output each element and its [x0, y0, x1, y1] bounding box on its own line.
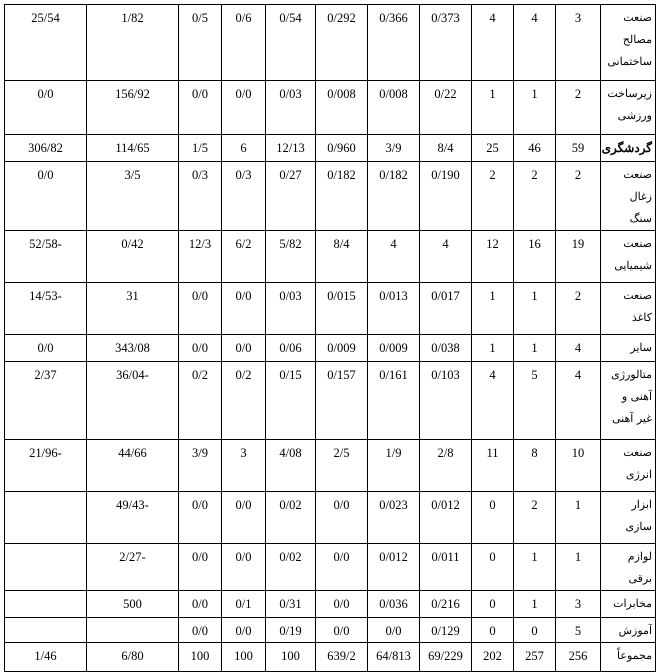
table-cell: 0/6 — [222, 5, 266, 81]
row-label: مخابرات — [601, 591, 656, 618]
table-cell: 59 — [556, 135, 601, 162]
table-cell: 12/13 — [266, 135, 316, 162]
table-cell: 6 — [222, 135, 266, 162]
table-cell: 1 — [556, 544, 601, 591]
table-cell: 4/08 — [266, 440, 316, 492]
table-cell: 500 — [87, 591, 179, 618]
table-cell: 0/0 — [179, 81, 222, 135]
table-cell: 1/46 — [5, 643, 87, 672]
table-cell: 6/2 — [222, 231, 266, 283]
table-cell: 4 — [556, 362, 601, 440]
table-cell: 0/0 — [179, 591, 222, 618]
table-cell: 2 — [556, 81, 601, 135]
table-cell: -14/53 — [5, 283, 87, 335]
table-row — [5, 162, 656, 231]
table-cell: 1 — [556, 492, 601, 544]
table-cell: 6/80 — [87, 643, 179, 672]
table-cell: 4 — [514, 5, 556, 81]
table-cell: 4 — [556, 335, 601, 362]
table-cell: 4 — [368, 231, 420, 283]
row-label: زیرساخت ورزشی — [601, 81, 656, 135]
table-cell: 100 — [179, 643, 222, 672]
table-cell: 0 — [472, 544, 514, 591]
row-label: سایر — [601, 335, 656, 362]
table-cell: 0 — [472, 591, 514, 618]
row-label: متالورژی آهنی و غیر آهنی — [601, 362, 656, 440]
table-cell: 0/373 — [420, 5, 472, 81]
table-cell: 0/0 — [222, 544, 266, 591]
table-cell: 1 — [514, 591, 556, 618]
row-label: مجموعاً — [601, 643, 656, 672]
table-cell: 256 — [556, 643, 601, 672]
table-cell: 156/92 — [87, 81, 179, 135]
row-label: صنعت انرژی — [601, 440, 656, 492]
table-cell — [5, 544, 87, 591]
table-cell: 0/0 — [179, 283, 222, 335]
table-cell: 16 — [514, 231, 556, 283]
table-cell: 1 — [514, 335, 556, 362]
table-row — [5, 81, 656, 135]
table-cell: -21/96 — [5, 440, 87, 492]
table-cell: 0/03 — [266, 81, 316, 135]
table-cell: 0/129 — [420, 618, 472, 643]
table-cell: 0/0 — [316, 618, 368, 643]
table-cell: 0/009 — [316, 335, 368, 362]
table-cell: 0/27 — [266, 162, 316, 231]
table-cell: 44/66 — [87, 440, 179, 492]
table-cell: 257 — [514, 643, 556, 672]
table-cell: 2/37 — [5, 362, 87, 440]
table-cell: 2 — [472, 162, 514, 231]
table-cell: 0/31 — [266, 591, 316, 618]
table-row — [5, 5, 656, 81]
table-cell: 0/0 — [316, 544, 368, 591]
table-cell: 0/008 — [368, 81, 420, 135]
table-cell: 0/011 — [420, 544, 472, 591]
table-cell — [87, 618, 179, 643]
table-row — [5, 544, 656, 591]
table-row — [5, 283, 656, 335]
table-row — [5, 362, 656, 440]
table-row — [5, 618, 656, 643]
table-cell: 3 — [556, 5, 601, 81]
table-cell: 0/182 — [316, 162, 368, 231]
table-cell: 202 — [472, 643, 514, 672]
table-cell: 0/42 — [87, 231, 179, 283]
table-cell: 19 — [556, 231, 601, 283]
table-cell: 0 — [472, 618, 514, 643]
table-cell: 0/012 — [368, 544, 420, 591]
table-cell — [5, 492, 87, 544]
table-cell: -36/04 — [87, 362, 179, 440]
row-label: صنعت زغال سنگ — [601, 162, 656, 231]
table-cell: 1 — [514, 544, 556, 591]
table-cell: 1/5 — [179, 135, 222, 162]
table-row — [5, 492, 656, 544]
table-cell: 5 — [514, 362, 556, 440]
table-cell: 3 — [556, 591, 601, 618]
table-cell: 4 — [472, 5, 514, 81]
table-cell: 1 — [514, 283, 556, 335]
table-row — [5, 643, 656, 672]
table-cell: 0/190 — [420, 162, 472, 231]
table-cell: 2 — [514, 492, 556, 544]
table-cell: 8/4 — [420, 135, 472, 162]
table-cell: 0/182 — [368, 162, 420, 231]
table-cell: 3/9 — [368, 135, 420, 162]
table-body — [5, 5, 656, 672]
industry-data-table — [4, 4, 656, 672]
table-cell: 3/9 — [179, 440, 222, 492]
table-cell: 12/3 — [179, 231, 222, 283]
table-cell: 1 — [472, 81, 514, 135]
table-cell: 69/229 — [420, 643, 472, 672]
table-cell: 0/0 — [222, 283, 266, 335]
table-cell: 25/54 — [5, 5, 87, 81]
table-cell: 0/103 — [420, 362, 472, 440]
table-cell: 25 — [472, 135, 514, 162]
table-cell: 0 — [472, 492, 514, 544]
table-cell: 0/02 — [266, 544, 316, 591]
table-cell: 0/02 — [266, 492, 316, 544]
table-cell: 1 — [514, 81, 556, 135]
table-cell: 0/366 — [368, 5, 420, 81]
table-cell: -2/27 — [87, 544, 179, 591]
table-cell: 0/0 — [316, 591, 368, 618]
table-row — [5, 231, 656, 283]
row-label: صنعت مصالح ساختمانی — [601, 5, 656, 81]
table-cell: 0/0 — [179, 492, 222, 544]
table-cell: 11 — [472, 440, 514, 492]
table-cell — [5, 618, 87, 643]
table-cell: 114/65 — [87, 135, 179, 162]
table-cell: 0/009 — [368, 335, 420, 362]
table-cell: 1 — [472, 335, 514, 362]
table-row — [5, 335, 656, 362]
table-row — [5, 440, 656, 492]
table-cell: 0/157 — [316, 362, 368, 440]
table-cell: 3/5 — [87, 162, 179, 231]
table-cell: 8 — [514, 440, 556, 492]
table-cell: 0/5 — [179, 5, 222, 81]
table-cell: 0/0 — [5, 335, 87, 362]
table-cell: 0/2 — [222, 362, 266, 440]
table-cell: 2 — [514, 162, 556, 231]
table-cell: 3 — [222, 440, 266, 492]
table-cell: 2/8 — [420, 440, 472, 492]
table-cell: 46 — [514, 135, 556, 162]
table-cell: 4 — [472, 362, 514, 440]
table-cell: 0/013 — [368, 283, 420, 335]
table-cell: 0/2 — [179, 362, 222, 440]
table-cell: 10 — [556, 440, 601, 492]
table-cell: 31 — [87, 283, 179, 335]
table-cell: 0 — [514, 618, 556, 643]
table-cell: 2/5 — [316, 440, 368, 492]
table-cell: 0/015 — [316, 283, 368, 335]
table-cell: 0/012 — [420, 492, 472, 544]
row-label: گردشگری — [601, 135, 656, 162]
table-cell — [5, 591, 87, 618]
table-cell: 0/0 — [222, 81, 266, 135]
row-label: صنعت شیمیایی — [601, 231, 656, 283]
table-cell: 0/0 — [179, 618, 222, 643]
table-cell: 0/0 — [5, 162, 87, 231]
row-label: ابزار سازی — [601, 492, 656, 544]
row-label: لوازم برقی — [601, 544, 656, 591]
table-cell: 0/19 — [266, 618, 316, 643]
table-cell: 0/0 — [222, 335, 266, 362]
table-cell: 5/82 — [266, 231, 316, 283]
table-cell: 0/023 — [368, 492, 420, 544]
table-cell: 306/82 — [5, 135, 87, 162]
table-cell: 0/0 — [368, 618, 420, 643]
table-cell: 1 — [472, 283, 514, 335]
table-cell: 0/15 — [266, 362, 316, 440]
table-cell: 64/813 — [368, 643, 420, 672]
table-cell: 0/216 — [420, 591, 472, 618]
table-cell: -49/43 — [87, 492, 179, 544]
table-cell: 0/036 — [368, 591, 420, 618]
table-cell: 0/3 — [222, 162, 266, 231]
table-cell: 0/1 — [222, 591, 266, 618]
table-cell: 2 — [556, 283, 601, 335]
table-cell: 0/017 — [420, 283, 472, 335]
row-label: آموزش — [601, 618, 656, 643]
table-cell: 0/22 — [420, 81, 472, 135]
table-row — [5, 591, 656, 618]
table-cell: 639/2 — [316, 643, 368, 672]
table-cell: 0/960 — [316, 135, 368, 162]
table-cell: 0/06 — [266, 335, 316, 362]
table-cell: 0/038 — [420, 335, 472, 362]
table-cell: 0/0 — [179, 544, 222, 591]
table-cell: 4 — [420, 231, 472, 283]
table-cell: 0/54 — [266, 5, 316, 81]
table-cell: 1/82 — [87, 5, 179, 81]
table-cell: 0/0 — [316, 492, 368, 544]
table-cell: 8/4 — [316, 231, 368, 283]
table-cell: -52/58 — [5, 231, 87, 283]
table-row — [5, 135, 656, 162]
table-cell: 100 — [266, 643, 316, 672]
table-cell: 0/3 — [179, 162, 222, 231]
table-cell: 0/008 — [316, 81, 368, 135]
table-cell: 0/0 — [179, 335, 222, 362]
table-cell: 5 — [556, 618, 601, 643]
table-cell: 100 — [222, 643, 266, 672]
table-cell: 0/292 — [316, 5, 368, 81]
table-cell: 12 — [472, 231, 514, 283]
table-cell: 0/0 — [222, 618, 266, 643]
table-cell: 0/0 — [222, 492, 266, 544]
table-cell: 0/161 — [368, 362, 420, 440]
row-label: صنعت کاغذ — [601, 283, 656, 335]
table-cell: 2 — [556, 162, 601, 231]
table-cell: 0/03 — [266, 283, 316, 335]
table-cell: 343/08 — [87, 335, 179, 362]
table-cell: 1/9 — [368, 440, 420, 492]
table-cell: 0/0 — [5, 81, 87, 135]
